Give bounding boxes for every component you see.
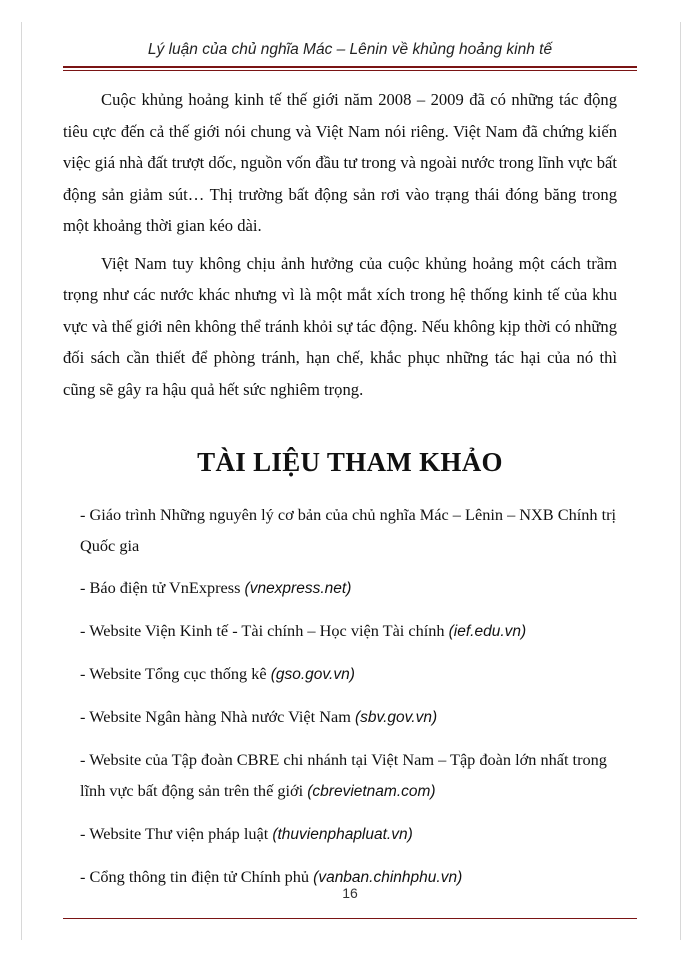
reference-text: - Website Tổng cục thống kê xyxy=(80,664,271,683)
references-heading: TÀI LIỆU THAM KHẢO xyxy=(197,447,503,477)
reference-text: - Cổng thông tin điện tử Chính phủ xyxy=(80,867,314,886)
header-rule xyxy=(63,66,637,68)
reference-link[interactable]: (cbrevietnam.com) xyxy=(307,783,436,800)
body-text xyxy=(63,84,617,405)
reference-item xyxy=(80,818,620,850)
reference-text: - Website của Tập đoàn CBRE chi nhánh tại Việt Nam – Tập đoàn lớn nhất trong lĩnh vực bất động sản trên thế giới xyxy=(80,750,607,800)
footer-rule xyxy=(63,918,637,919)
reference-text: - Website Ngân hàng Nhà nước Việt Nam xyxy=(80,707,355,726)
reference-text: - Website Viện Kinh tế - Tài chính – Học viện Tài chính xyxy=(80,621,449,640)
running-header: Lý luận của chủ nghĩa Mác – Lênin về khủng hoảng kinh tế xyxy=(147,41,553,58)
reference-item xyxy=(80,658,620,690)
reference-item xyxy=(80,701,620,733)
page-number: 16 xyxy=(342,885,358,901)
reference-link[interactable]: (ief.edu.vn) xyxy=(448,623,527,640)
reference-item xyxy=(80,744,620,807)
paragraph: Việt Nam tuy không chịu ảnh hưởng của cuộc khủng hoảng một cách trầm trọng như các nước khác nhưng vì là một mắt xích trong hệ thống kinh tế của khu vực và thế giới nên không thể tránh khỏi sự tác động. Nếu không kịp thời có những đối sách cần thiết để phòng tránh, hạn chế, khắc phục những tác hại của nó thì cũng sẽ gây ra hậu quả hết sức nghiêm trọng. xyxy=(63,253,617,399)
reference-link[interactable]: (thuvienphapluat.vn) xyxy=(272,826,413,843)
reference-text: - Báo điện tử VnExpress xyxy=(80,578,245,597)
reference-item xyxy=(80,615,620,647)
reference-text: - Giáo trình Những nguyên lý cơ bản của chủ nghĩa Mác – Lênin – NXB Chính trị Quốc gia xyxy=(80,505,617,555)
reference-link[interactable]: (sbv.gov.vn) xyxy=(354,709,438,726)
reference-link[interactable]: (vanban.chinhphu.vn) xyxy=(313,869,463,886)
reference-list xyxy=(80,499,620,904)
reference-link[interactable]: (vnexpress.net) xyxy=(244,580,352,597)
paragraph: Cuộc khủng hoảng kinh tế thế giới năm 2008 – 2009 đã có những tác động tiêu cực đến cả thế giới nói chung và Việt Nam nói riêng. Việt Nam đã chứng kiến việc giá nhà đất trượt dốc, nguồn vốn đầu tư trong và ngoài nước trong lĩnh vực bất động sản giảm sút… Thị trường bất động sản rơi vào trạng thái đóng băng trong một khoảng thời gian kéo dài. xyxy=(63,90,617,235)
header-rule-thin xyxy=(63,70,637,71)
reference-item xyxy=(80,499,620,561)
reference-link[interactable]: (gso.gov.vn) xyxy=(270,666,355,683)
reference-text: - Website Thư viện pháp luật xyxy=(80,824,273,843)
reference-item xyxy=(80,572,620,604)
